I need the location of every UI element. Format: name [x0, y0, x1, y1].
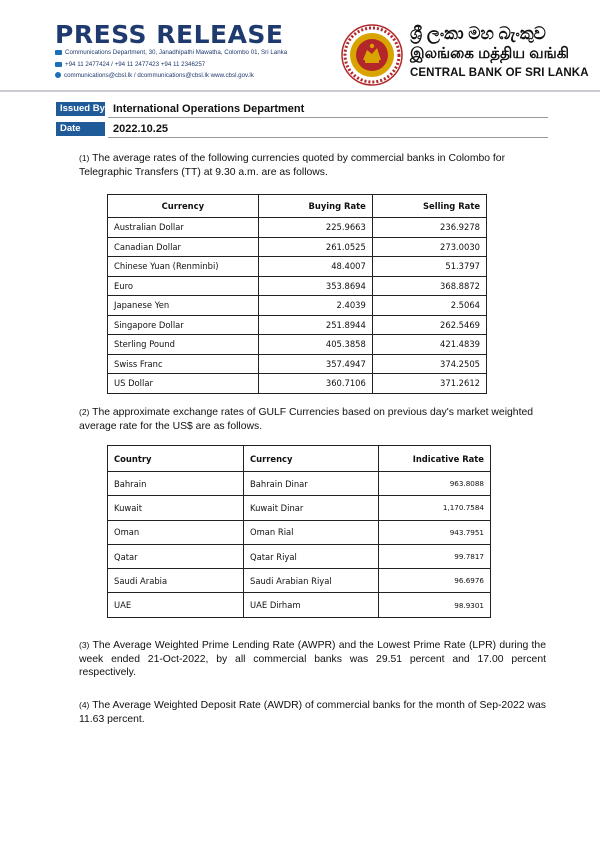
phone-icon	[55, 62, 62, 67]
email-icon	[55, 72, 61, 78]
section-1-body: The average rates of the following currencies quoted by commercial banks in Colombo for Telegraphic Transfers (TT) at 9.30 a.m. are as follows.	[79, 153, 506, 178]
buying-rate-cell: 261.0525	[258, 237, 372, 257]
table-row	[108, 315, 487, 335]
bank-name-sinhala: ශ්‍රී ලංකා මහ බැංකුව	[410, 24, 546, 43]
header-divider	[0, 90, 600, 92]
selling-rate-cell: 236.9278	[372, 218, 486, 238]
selling-rate-cell: 374.2505	[372, 354, 486, 374]
section-4-text	[79, 699, 546, 726]
indicative-rate-cell: 943.7951	[379, 520, 491, 544]
table-row	[108, 374, 487, 394]
currency-cell: Japanese Yen	[108, 296, 259, 316]
table-row	[108, 520, 491, 544]
currency-cell: Kuwait Dinar	[244, 496, 379, 520]
cbsl-seal-logo	[341, 24, 403, 86]
tt-rates-table	[107, 194, 487, 394]
buying-rate-cell: 251.8944	[258, 315, 372, 335]
buying-rate-cell: 357.4947	[258, 354, 372, 374]
selling-rate-cell: 368.8872	[372, 276, 486, 296]
selling-rate-cell: 273.0030	[372, 237, 486, 257]
table-row	[108, 276, 487, 296]
currency-cell: Swiss Franc	[108, 354, 259, 374]
table-row	[108, 296, 487, 316]
currency-cell: Saudi Arabian Riyal	[244, 569, 379, 593]
indicative-rate-cell: 963.8088	[379, 472, 491, 496]
buying-rate-cell: 2.4039	[258, 296, 372, 316]
issued-by-label: Issued By	[56, 102, 105, 116]
section-4-number: (4)	[79, 700, 90, 710]
currency-cell: Bahrain Dinar	[244, 472, 379, 496]
currency-cell: Qatar Riyal	[244, 544, 379, 568]
currency-cell: Euro	[108, 276, 259, 296]
phone-text: +94 11 2477424 / +94 11 2477423 +94 11 2346257	[65, 61, 206, 68]
table-row	[108, 593, 491, 617]
selling-rate-cell: 51.3797	[372, 257, 486, 277]
country-cell: UAE	[108, 593, 244, 617]
contact-address	[55, 49, 287, 56]
country-cell: Qatar	[108, 544, 244, 568]
column-header-currency: Currency	[244, 446, 379, 472]
currency-cell: Sterling Pound	[108, 335, 259, 355]
envelope-icon	[55, 50, 62, 55]
column-header-selling-rate: Selling Rate	[372, 195, 486, 218]
bank-name-english: CENTRAL BANK OF SRI LANKA	[410, 67, 589, 79]
contact-phone	[55, 61, 205, 68]
selling-rate-cell: 371.2612	[372, 374, 486, 394]
issued-by-value: International Operations Department	[113, 103, 305, 115]
table-row	[108, 257, 487, 277]
contact-email	[55, 72, 254, 79]
column-header-indicative-rate: Indicative Rate	[379, 446, 491, 472]
currency-cell: Chinese Yuan (Renminbi)	[108, 257, 259, 277]
currency-cell: Australian Dollar	[108, 218, 259, 238]
indicative-rate-cell: 99.7817	[379, 544, 491, 568]
press-release-title: PRESS RELEASE	[55, 20, 284, 49]
table-header-row	[108, 195, 487, 218]
email-text: communications@cbsl.lk / dcommunications@cbsl.lk www.cbsl.gov.lk	[64, 72, 254, 79]
indicative-rate-cell: 98.9301	[379, 593, 491, 617]
section-4-body: The Average Weighted Deposit Rate (AWDR) of commercial banks for the month of Sep-2022 was 11.63 percent.	[79, 700, 547, 725]
date-label: Date	[56, 122, 105, 136]
country-cell: Oman	[108, 520, 244, 544]
table-row	[108, 335, 487, 355]
buying-rate-cell: 353.8694	[258, 276, 372, 296]
currency-cell: UAE Dirham	[244, 593, 379, 617]
press-release-header	[0, 0, 600, 92]
table-row	[108, 218, 487, 238]
date-value: 2022.10.25	[113, 123, 169, 135]
column-header-country: Country	[108, 446, 244, 472]
table-row	[108, 544, 491, 568]
table-row	[108, 569, 491, 593]
buying-rate-cell: 405.3858	[258, 335, 372, 355]
currency-cell: Singapore Dollar	[108, 315, 259, 335]
country-cell: Kuwait	[108, 496, 244, 520]
section-2-body: The approximate exchange rates of GULF Currencies based on previous day's market weighted average rate for the US$ are as follows.	[79, 407, 534, 432]
table-row	[108, 237, 487, 257]
country-cell: Saudi Arabia	[108, 569, 244, 593]
table-header-row	[108, 446, 491, 472]
table-row	[108, 496, 491, 520]
section-3-number: (3)	[79, 640, 90, 650]
selling-rate-cell: 421.4839	[372, 335, 486, 355]
buying-rate-cell: 360.7106	[258, 374, 372, 394]
buying-rate-cell: 225.9663	[258, 218, 372, 238]
table-row	[108, 472, 491, 496]
currency-cell: US Dollar	[108, 374, 259, 394]
section-2-number: (2)	[79, 407, 90, 417]
indicative-rate-cell: 96.6976	[379, 569, 491, 593]
address-text: Communications Department, 30, Janadhipathi Mawatha, Colombo 01, Sri Lanka	[65, 49, 288, 56]
indicative-rate-cell: 1,170.7584	[379, 496, 491, 520]
column-header-buying-rate: Buying Rate	[258, 195, 372, 218]
issued-by-underline	[108, 117, 548, 118]
currency-cell: Canadian Dollar	[108, 237, 259, 257]
buying-rate-cell: 48.4007	[258, 257, 372, 277]
section-2-text	[79, 406, 546, 433]
currency-cell: Oman Rial	[244, 520, 379, 544]
selling-rate-cell: 262.5469	[372, 315, 486, 335]
country-cell: Bahrain	[108, 472, 244, 496]
date-underline	[108, 137, 548, 138]
bank-name-tamil: இலங்கை மத்திய வங்கி	[410, 45, 570, 62]
section-3-text	[79, 639, 546, 680]
gulf-rates-table	[107, 445, 491, 618]
column-header-currency: Currency	[108, 195, 259, 218]
selling-rate-cell: 2.5064	[372, 296, 486, 316]
section-3-body: The Average Weighted Prime Lending Rate (AWPR) and the Lowest Prime Rate (LPR) during the week ended 21-Oct-2022, by all commercial banks was 29.51 percent and 17.00 percent respectively.	[79, 640, 546, 678]
section-1-text	[79, 152, 546, 179]
section-1-number: (1)	[79, 153, 90, 163]
table-row	[108, 354, 487, 374]
